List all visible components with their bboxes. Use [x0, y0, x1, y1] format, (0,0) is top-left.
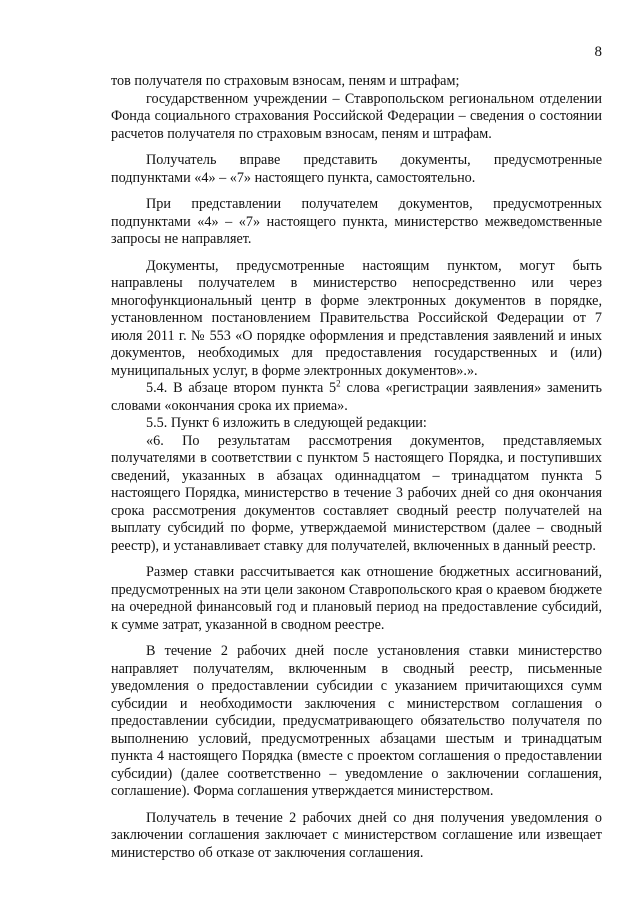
- paragraph: Получатель вправе представить документы, предусмотренные подпунктами «4» – «7» настоящего пункта, самостоятельно.: [111, 152, 602, 186]
- paragraph-text: 5.4. В абзаце втором пункта 5: [146, 380, 337, 396]
- paragraph: Получатель в течение 2 рабочих дней со дня получения уведомления о заключении соглашения заключает с министерством соглашение или извещает министерство об отказе от заключения соглашения.: [111, 809, 602, 861]
- paragraph: «6. По результатам рассмотрения документов, представляемых получателями в соответствии с пунктом 5 настоящего Порядка, и поступивших сведений, указанных в абзацах одиннадцатом – тринадцатом пункта 5 настоящего Порядка, министерство в течение 3 рабочих дней со дня окончания срока рассмотрения документов составляет сводный реестр получателей на выплату субсидий по форме, утверждаемой министерством (далее – сводный реестр), и устанавливает ставку для получателей, включенных в данный реестр.: [111, 432, 602, 554]
- paragraph: В течение 2 рабочих дней после установления ставки министерство направляет получателям, включенным в сводный реестр, письменные уведомления о предоставлении субсидии с указанием причитающихся сумм субсидии и необходимости заключения с министерством соглашения о предоставлении субсидии, предусматривающего обязательство получателя по выполнению условий, предусмотренных абзацами шестым и тринадцатым пункта 4 настоящего Порядка (вместе с проектом соглашения о предоставлении субсидии) (далее соответственно – уведомление о заключении соглашения, соглашение). Форма соглашения утверждается министерством.: [111, 643, 602, 799]
- paragraph: Документы, предусмотренные настоящим пунктом, могут быть направлены получателем в министерство непосредственно или через многофункциональный центр в форме электронных документов в порядке, установленном постановлением Правительства Российской Федерации от 7 июля 2011 г. № 553 «О порядке оформления и представления заявлений и иных документов, необходимых для предоставления государственных и (или) муниципальных услуг, в форме электронных документов».».: [111, 257, 602, 379]
- paragraph-amendment: [111, 380, 602, 415]
- superscript: 2: [336, 378, 341, 389]
- paragraph: 5.5. Пункт 6 изложить в следующей редакции:: [146, 415, 427, 431]
- document-body: [111, 73, 602, 862]
- paragraph: тов получателя по страховым взносам, пеням и штрафам;: [111, 73, 460, 89]
- paragraph: При представлении получателем документов, предусмотренных подпунктами «4» – «7» настоящего пункта, министерство межведомственные запросы не направляет.: [111, 196, 602, 247]
- paragraph-text: слова «регистрации заявления» заменить словами «окончания срока их приема».: [111, 380, 602, 414]
- paragraph: государственном учреждении – Ставропольском региональном отделении Фонда социального страхования Российской Федерации – сведения о состоянии расчетов получателя по страховым взносам, пеням и штрафам.: [111, 90, 602, 142]
- page-number: 8: [594, 44, 602, 60]
- paragraph: Размер ставки рассчитывается как отношение бюджетных ассигнований, предусмотренных на эти цели законом Ставропольского края о краевом бюджете на очередной финансовый год и плановый период на предоставление субсидий, к сумме затрат, указанной в сводном реестре.: [111, 564, 602, 633]
